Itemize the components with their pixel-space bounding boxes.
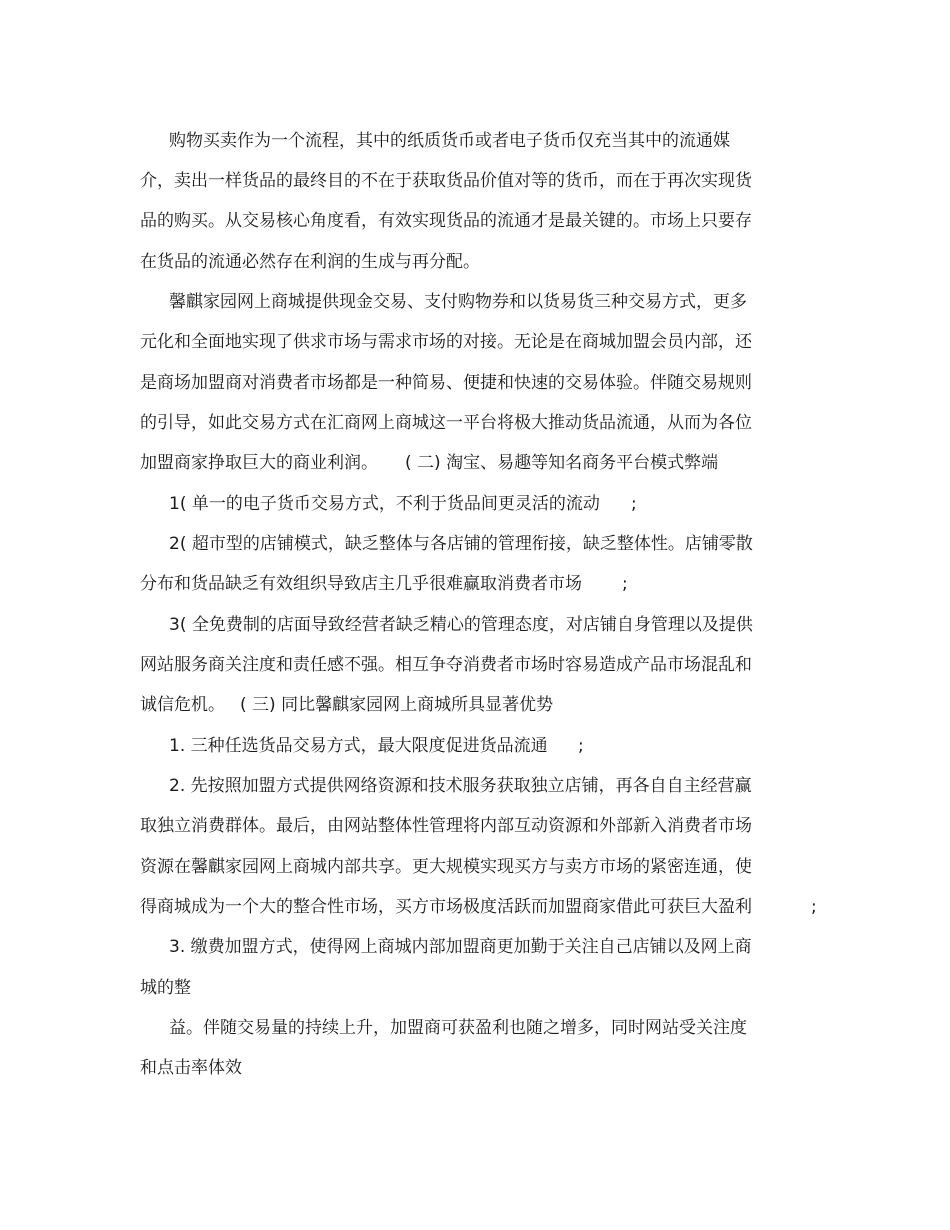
text-line: 和点击率体效 — [140, 1058, 242, 1078]
text-line: 介，卖出一样货品的最终目的不在于获取货品价值对等的货币，而在于再次实现货 — [140, 171, 752, 191]
list-item: 3. 缴费加盟方式，使得网上商城内部加盟商更加勤于关注自己店铺以及网上商 — [169, 937, 752, 957]
text-line: 加盟商家挣取巨大的商业利润。 — [140, 453, 378, 473]
text-line: 分布和货品缺乏有效组织导致店主几乎很难赢取消费者市场 — [140, 574, 582, 594]
text-line: 品的购买。从交易核心角度看，有效实现货品的流通才是最关键的。市场上只要存 — [140, 211, 752, 231]
text-line: 诚信危机。 — [140, 695, 225, 715]
list-item: 2. 先按照加盟方式提供网络资源和技术服务获取独立店铺，再各自自主经营赢 — [169, 776, 752, 796]
list-item-end: ; — [578, 736, 584, 756]
text-line: 益。伴随交易量的持续上升，加盟商可获盈利也随之增多，同时网站受关注度 — [169, 1018, 747, 1038]
text-line: 的引导，如此交易方式在汇商网上商城这一平台将极大推动货品流通，从而为各位 — [140, 413, 752, 433]
text-line: 网站服务商关注度和责任感不强。相互争夺消费者市场时容易造成产品市场混乱和 — [140, 655, 752, 675]
list-item: 2( 超市型的店铺模式，缺乏整体与各店铺的管理衔接，缺乏整体性。店铺零散 — [169, 534, 753, 554]
section-heading: ( 三) 同比馨麒家园网上商城所具显著优势 — [240, 695, 554, 715]
list-item: 3( 全免费制的店面导致经营者缺乏精心的管理态度，对店铺自身管理以及提供 — [169, 615, 753, 635]
text-line: 馨麒家园网上商城提供现金交易、支付购物券和以货易货三种交易方式，更多 — [169, 292, 747, 312]
text-line: 在货品的流通必然存在利润的生成与再分配。 — [140, 252, 480, 272]
list-item-end: ; — [811, 897, 817, 917]
text-line: 城的整 — [140, 978, 191, 998]
text-line: 元化和全面地实现了供求市场与需求市场的对接。无论是在商城加盟会员内部，还 — [140, 332, 752, 352]
text-line: 取独立消费群体。最后，由网站整体性管理将内部互动资源和外部新入消费者市场 — [140, 816, 752, 836]
list-item-end: ; — [631, 494, 637, 514]
text-line: 资源在馨麒家园网上商城内部共享。更大规模实现买方与卖方市场的紧密连通，使 — [140, 857, 752, 877]
list-item: 1( 单一的电子货币交易方式，不利于货品间更灵活的流动 — [169, 494, 600, 514]
list-item-end: ; — [622, 574, 628, 594]
list-item: 1. 三种任选货品交易方式，最大限度促进货品流通 — [169, 736, 548, 756]
section-heading: ( 二) 淘宝、易趣等知名商务平台模式弊端 — [405, 453, 719, 473]
text-line: 是商场加盟商对消费者市场都是一种简易、便捷和快速的交易体验。伴随交易规则 — [140, 373, 752, 393]
text-line: 购物买卖作为一个流程，其中的纸质货币或者电子货币仅充当其中的流通媒 — [169, 131, 730, 151]
text-line: 得商城成为一个大的整合性市场，买方市场极度活跃而加盟商家借此可获巨大盈利 — [140, 897, 752, 917]
